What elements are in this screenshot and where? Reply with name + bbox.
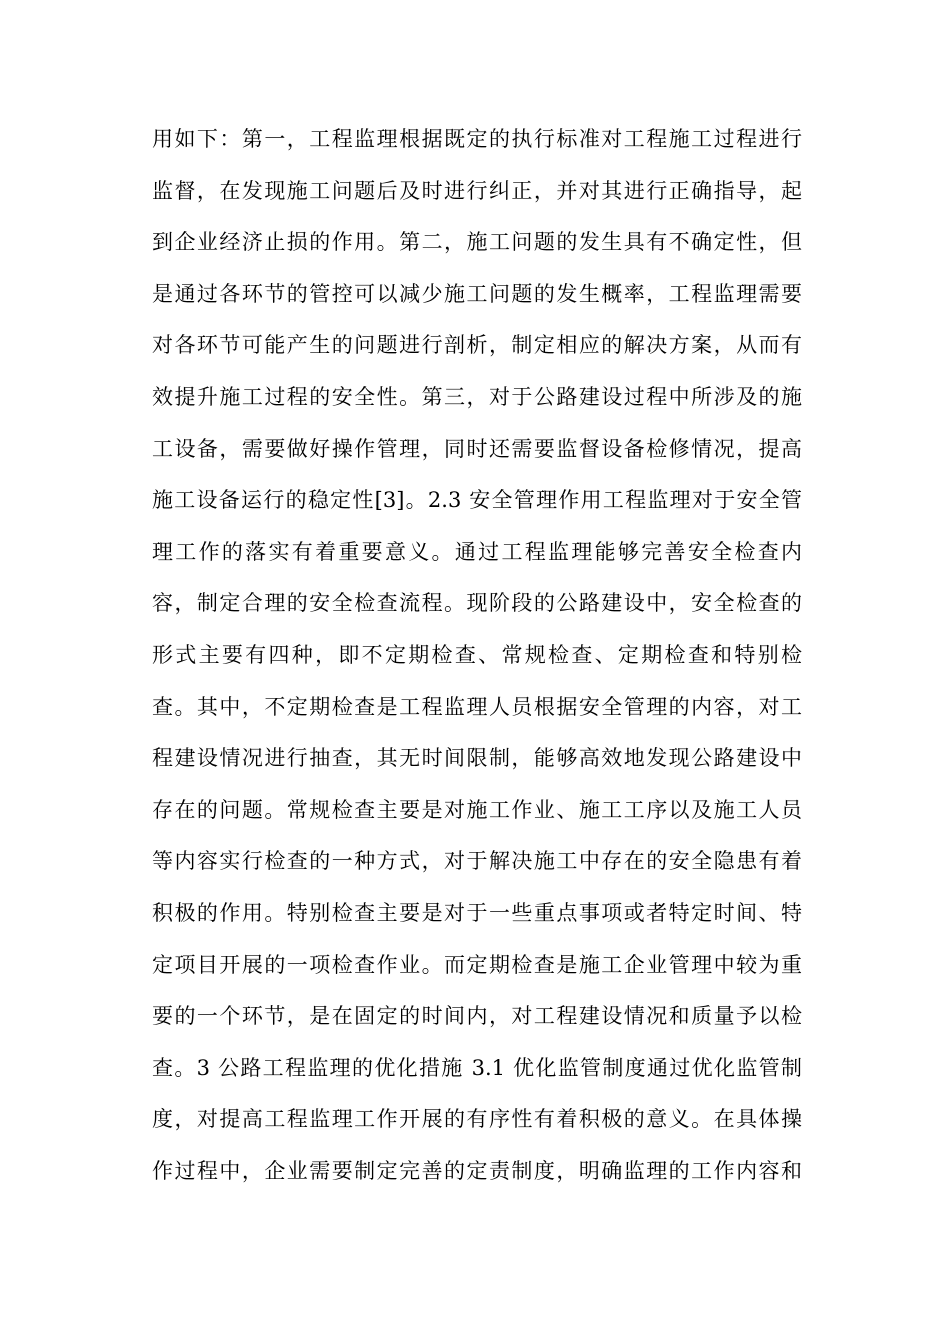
text-line: 监督，在发现施工问题后及时进行纠正，并对其进行正确指导，起 xyxy=(152,178,802,203)
text-line: 查。3 公路工程监理的优化措施 3.1 优化监管制度通过优化监管制 xyxy=(152,1055,802,1080)
text-line: 作过程中，企业需要制定完善的定责制度，明确监理的工作内容和 xyxy=(152,1158,802,1183)
text-line: 到企业经济止损的作用。第二，施工问题的发生具有不确定性，但 xyxy=(152,230,802,255)
text-line: 施工设备运行的稳定性[3]。2.3 安全管理作用工程监理对于安全管 xyxy=(152,488,802,513)
text-line: 用如下：第一，工程监理根据既定的执行标准对工程施工过程进行 xyxy=(152,127,802,151)
body-text xyxy=(152,114,802,1197)
text-line: 定项目开展的一项检查作业。而定期检查是施工企业管理中较为重 xyxy=(152,952,802,977)
text-line: 理工作的落实有着重要意义。通过工程监理能够完善安全检查内 xyxy=(152,539,802,564)
text-line: 形式主要有四种，即不定期检查、常规检查、定期检查和特别检 xyxy=(152,642,802,667)
text-line: 容，制定合理的安全检查流程。现阶段的公路建设中，安全检查的 xyxy=(152,591,802,616)
text-line: 度，对提高工程监理工作开展的有序性有着积极的意义。在具体操 xyxy=(152,1107,802,1132)
text-line: 工设备，需要做好操作管理，同时还需要监督设备检修情况，提高 xyxy=(152,436,802,461)
text-line: 等内容实行检查的一种方式，对于解决施工中存在的安全隐患有着 xyxy=(152,849,802,874)
text-line: 效提升施工过程的安全性。第三，对于公路建设过程中所涉及的施 xyxy=(152,384,802,409)
text-line: 对各环节可能产生的问题进行剖析，制定相应的解决方案，从而有 xyxy=(152,333,802,358)
text-line: 积极的作用。特别检查主要是对于一些重点事项或者特定时间、特 xyxy=(152,900,802,925)
text-line: 要的一个环节，是在固定的时间内，对工程建设情况和质量予以检 xyxy=(152,1004,802,1029)
text-line: 存在的问题。常规检查主要是对施工作业、施工工序以及施工人员 xyxy=(152,797,802,822)
text-line: 是通过各环节的管控可以减少施工问题的发生概率，工程监理需要 xyxy=(152,281,802,306)
text-line: 查。其中，不定期检查是工程监理人员根据安全管理的内容，对工 xyxy=(152,694,802,719)
text-line: 程建设情况进行抽查，其无时间限制，能够高效地发现公路建设中 xyxy=(152,746,802,771)
